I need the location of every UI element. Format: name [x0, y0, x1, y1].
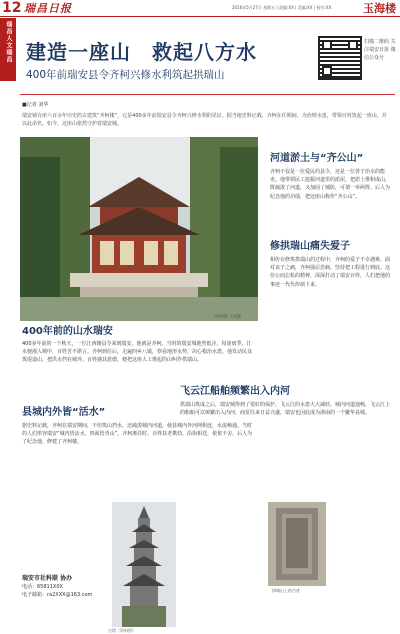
article-lead: 瑞安城有座六百余年历史的古建筑“齐柯楼”，它是400多年前瑞安县令齐柯兴修水利的见证。据当地史料记载，齐柯在任期间，为治理水患，带领百姓筑起一座山，并以此命名。如今，这座山依然守护着瑞安城。: [22, 113, 387, 127]
relic-photo-caption: 拱瑞山上的古迹: [272, 588, 300, 593]
section-body-4: 相传在修筑拱瑞山的过程中，齐柯的爱子不幸遇难。面对丧子之痛，齐柯强忍悲痛，坚持把工程进行到底。这份公而忘私的精神，深深打动了瑞安百姓，人们把他的事迹一代代传颂下来。: [270, 257, 391, 288]
qr-caption: 扫描二维码 关注瑞安日报 微信公众号: [364, 39, 396, 61]
main-photo-credit: 齐柯楼 王X摄: [214, 315, 242, 320]
side-section-strip: [0, 18, 16, 81]
section-heading-5: 飞云江船舶频繁出入内河: [180, 386, 290, 397]
article-headline: 建造一座山 救起八方水: [26, 40, 257, 64]
section-body-1: 400多年前的一个秋天，一位江西籍县令来到瑞安，他就是齐柯。当时的瑞安城地势低洼，每逢雨季，江水便漫入城中，百姓苦不堪言。齐柯到任后，走遍四乡八镇，察看地形水势，决心根治水患。他发动民众筑堤造山，把洪水挡在城外。百姓感其恩德，便把这座人工堆起的山叫作拱瑞山。: [22, 341, 253, 364]
section-heading-4: 修拱瑞山痛失爱子: [270, 241, 350, 252]
masthead-bar: [0, 0, 400, 17]
contact-title: 瑞安市社科联 协办: [22, 575, 73, 582]
contact-email: 电子邮箱：ra2XXX@163.com: [22, 592, 93, 598]
section-body-3: 齐柯不仅是一位爱民的县令，还是一位善于治水的能吏。他带领民工挖掘河道里的淤泥，把淤土堆积成山，既疏浚了河道，又加固了城防，可谓一举两得。后人为纪念他的功绩，把这座山称作“齐公山”。: [270, 169, 391, 200]
main-photo-building: [20, 137, 258, 321]
contact-phone: 电话：65811X0X: [22, 584, 63, 590]
relic-photo: [268, 502, 326, 586]
divider: [20, 94, 395, 95]
newspaper-logo: 瑞昌日报: [24, 2, 72, 15]
section-heading-1: 400年前的山水瑞安: [22, 326, 113, 337]
contact-block: [22, 575, 92, 599]
pagoda-photo-caption: 古塔（资料图）: [108, 628, 136, 633]
article-subhead: 400年前瑞安县令齐柯兴修水利筑起拱瑞山: [26, 69, 225, 81]
section-body-2: 据史料记载，齐柯在瑞安期间，不但筑山挡水，还疏浚城内河道，使县城内外河网相连，水流畅通。当时的人们形容瑞安“城内皆活水，四面皆青山”。齐柯离任时，百姓扶老携幼，沿街相送，依依不舍。后人为了纪念他，修建了齐柯楼。: [22, 423, 253, 446]
dateline: 2016年5月27日 星期五 | 责编:XX | 美编:XX | 校对:XX: [232, 5, 332, 10]
side-strip-label: 瑞昌人文瑞昌: [5, 21, 12, 63]
section-body-5: 拱瑞山筑成之后，瑞安城得到了很好的保护，飞云江的水患大大减轻。城内河道通畅，飞云江上的船舶可以频繁出入内河，商贸往来日益兴盛，瑞安也因此成为浙南的一个繁华县城。: [180, 402, 391, 417]
qr-code-icon: [318, 36, 362, 80]
section-heading-2: 县城内外皆“活水”: [22, 407, 106, 418]
byline: ■记者 刘华: [22, 102, 49, 108]
page-number: 12: [2, 0, 22, 16]
pagoda-photo: [112, 502, 176, 627]
section-title: 玉海楼: [363, 2, 396, 15]
section-heading-3: 河道淤土与“齐公山”: [270, 153, 364, 164]
